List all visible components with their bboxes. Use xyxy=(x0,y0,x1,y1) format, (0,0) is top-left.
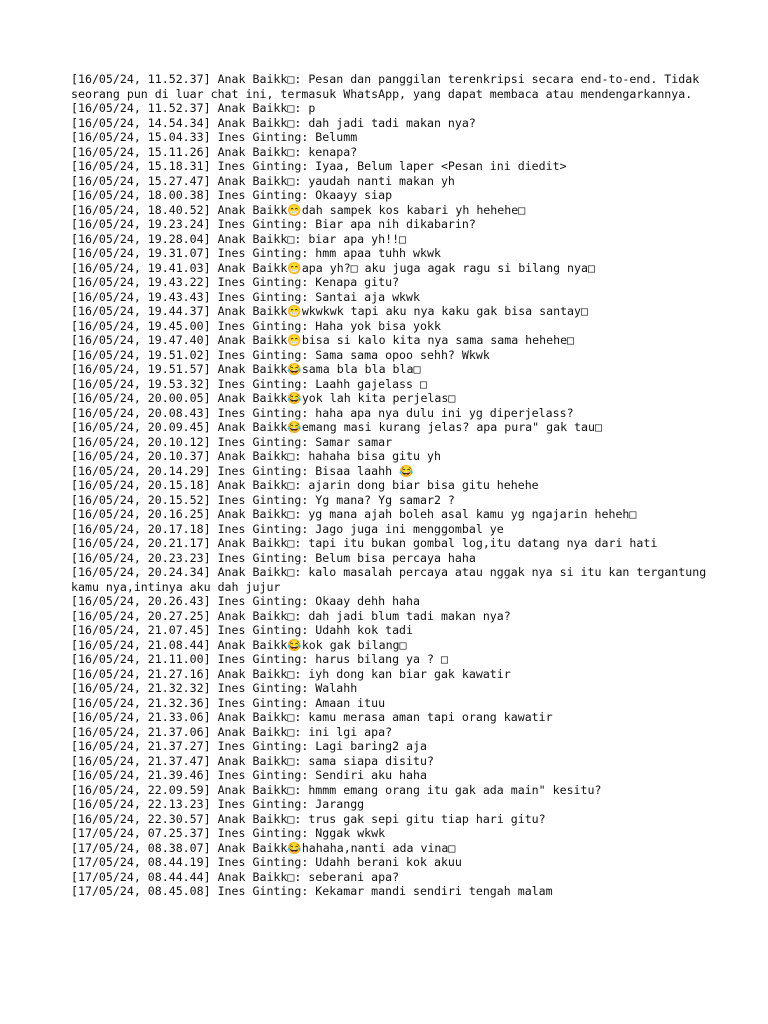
chat-line: [16/05/24, 19.51.57] Anak Baikk😂sama bla bla bla□ xyxy=(71,362,421,376)
chat-line: [16/05/24, 20.17.18] Ines Ginting: Jago juga ini menggombal ye xyxy=(71,521,504,536)
chat-line: [17/05/24, 08.38.07] Anak Baikk😂hahaha,nanti ada vina□ xyxy=(71,840,456,855)
chat-line: [17/05/24, 07.25.37] Ines Ginting: Nggak wkwk xyxy=(71,826,386,840)
chat-line: [16/05/24, 11.52.37] Anak Baikk□: Pesan dan panggilan terenkripsi secara end-to-end. Tidak seorang pun di luar chat ini, termasuk WhatsApp, yang dapat membaca atau mendengarkannya. xyxy=(71,72,707,101)
chat-line: [16/05/24, 21.37.47] Anak Baikk□: sama siapa disitu? xyxy=(71,753,434,768)
chat-line: [16/05/24, 20.24.34] Anak Baikk□: kalo masalah percaya atau nggak nya si itu kan tergantung kamu nya,intinya aku dah jujur xyxy=(71,565,714,594)
chat-line: [16/05/24, 20.09.45] Anak Baikk😂emang masi kurang jelas? apa pura" gak tau□ xyxy=(71,420,602,434)
chat-line: [16/05/24, 19.23.24] Ines Ginting: Biar apa nih dikabarin? xyxy=(71,217,476,231)
chat-line: [16/05/24, 19.44.37] Anak Baikk😁wkwkwk tapi aku nya kaku gak bisa santay□ xyxy=(71,304,588,318)
chat-line: [16/05/24, 21.37.06] Anak Baikk□: ini lgi apa? xyxy=(71,724,393,739)
chat-line: [16/05/24, 20.15.18] Anak Baikk□: ajarin dong biar bisa gitu hehehe xyxy=(71,478,539,492)
chat-line: [16/05/24, 19.28.04] Anak Baikk□: biar apa yh!!□ xyxy=(71,231,407,246)
chat-line: [16/05/24, 20.08.43] Ines Ginting: haha apa nya dulu ini yg diperjelass? xyxy=(71,405,574,420)
chat-line: [17/05/24, 08.45.08] Ines Ginting: Kekamar mandi sendiri tengah malam xyxy=(71,884,553,898)
chat-line: [16/05/24, 21.11.00] Ines Ginting: harus bilang ya ? □ xyxy=(71,652,448,666)
chat-line: [16/05/24, 21.32.36] Ines Ginting: Amaan ituu xyxy=(71,695,386,710)
chat-line: [16/05/24, 15.04.33] Ines Ginting: Belumm xyxy=(71,130,358,144)
chat-line: [16/05/24, 21.37.27] Ines Ginting: Lagi baring2 aja xyxy=(71,739,427,753)
chat-line: [16/05/24, 15.11.26] Anak Baikk□: kenapa? xyxy=(71,144,358,159)
chat-line: [16/05/24, 19.31.07] Ines Ginting: hmm apaa tuhh wkwk xyxy=(71,246,441,260)
chat-line: [16/05/24, 11.52.37] Anak Baikk□: p xyxy=(71,101,316,115)
chat-line: [16/05/24, 19.43.43] Ines Ginting: Santai aja wkwk xyxy=(71,289,421,304)
chat-line: [16/05/24, 19.53.32] Ines Ginting: Laahh gajelass □ xyxy=(71,376,427,391)
chat-line: [17/05/24, 08.44.19] Ines Ginting: Udahh berani kok akuu xyxy=(71,855,462,869)
chat-line: [16/05/24, 21.39.46] Ines Ginting: Sendiri aku haha xyxy=(71,768,427,782)
chat-line: [16/05/24, 15.18.31] Ines Ginting: Iyaa, Belum laper <Pesan ini diedit> xyxy=(71,159,567,173)
chat-line: [16/05/24, 20.00.05] Anak Baikk😂yok lah kita perjelas□ xyxy=(71,391,456,405)
chat-line: [16/05/24, 20.16.25] Anak Baikk□: yg mana ajah boleh asal kamu yg ngajarin heheh□ xyxy=(71,507,637,521)
chat-line: [16/05/24, 19.45.00] Ines Ginting: Haha yok bisa yokk xyxy=(71,318,441,333)
chat-line: [16/05/24, 20.14.29] Ines Ginting: Bisaa laahh 😂 xyxy=(71,463,414,478)
chat-line: [16/05/24, 20.10.37] Anak Baikk□: hahaha bisa gitu yh xyxy=(71,449,441,463)
chat-line: [16/05/24, 20.27.25] Anak Baikk□: dah jadi blum tadi makan nya? xyxy=(71,608,511,623)
chat-line: [16/05/24, 21.08.44] Anak Baikk😂kok gak bilang□ xyxy=(71,637,407,652)
chat-line: [16/05/24, 18.40.52] Anak Baikk😁dah sampek kos kabari yh hehehe□ xyxy=(71,202,526,217)
chat-line: [16/05/24, 19.47.40] Anak Baikk😁bisa si kalo kita nya sama sama hehehe□ xyxy=(71,333,575,347)
chat-line: [16/05/24, 20.23.23] Ines Ginting: Belum bisa percaya haha xyxy=(71,550,476,565)
chat-line: [16/05/24, 22.13.23] Ines Ginting: Jarangg xyxy=(71,797,365,811)
chat-line: [16/05/24, 20.26.43] Ines Ginting: Okaay dehh haha xyxy=(71,594,421,608)
chat-line: [16/05/24, 19.51.02] Ines Ginting: Sama sama opoo sehh? Wkwk xyxy=(71,347,490,362)
chat-line: [16/05/24, 21.07.45] Ines Ginting: Udahh kok tadi xyxy=(71,623,414,637)
chat-line: [16/05/24, 18.00.38] Ines Ginting: Okaayy siap xyxy=(71,188,393,202)
chat-line: [16/05/24, 20.10.12] Ines Ginting: Samar samar xyxy=(71,434,393,449)
chat-line: [16/05/24, 19.43.22] Ines Ginting: Kenapa gitu? xyxy=(71,275,400,289)
chat-line: [16/05/24, 14.54.34] Anak Baikk□: dah jadi tadi makan nya? xyxy=(71,115,476,130)
chat-line: [16/05/24, 20.15.52] Ines Ginting: Yg mana? Yg samar2 ? xyxy=(71,492,455,507)
chat-line: [16/05/24, 20.21.17] Anak Baikk□: tapi itu bukan gombal log,itu datang nya dari hati xyxy=(71,536,658,550)
chat-line: [16/05/24, 21.33.06] Anak Baikk□: kamu merasa aman tapi orang kawatir xyxy=(71,710,553,724)
chat-line: [16/05/24, 19.41.03] Anak Baikk😁apa yh?□ aku juga agak ragu si bilang nya□ xyxy=(71,260,595,275)
chat-line: [16/05/24, 15.27.47] Anak Baikk□: yaudah nanti makan yh xyxy=(71,173,455,188)
chat-transcript xyxy=(71,72,714,899)
chat-line: [16/05/24, 21.32.32] Ines Ginting: Walahh xyxy=(71,681,358,695)
chat-line: [16/05/24, 22.30.57] Anak Baikk□: trus gak sepi gitu tiap hari gitu? xyxy=(71,811,546,826)
chat-line: [16/05/24, 21.27.16] Anak Baikk□: iyh dong kan biar gak kawatir xyxy=(71,666,511,681)
chat-line: [16/05/24, 22.09.59] Anak Baikk□: hmmm emang orang itu gak ada main" kesitu? xyxy=(71,782,602,797)
chat-line: [17/05/24, 08.44.44] Anak Baikk□: seberani apa? xyxy=(71,869,400,884)
